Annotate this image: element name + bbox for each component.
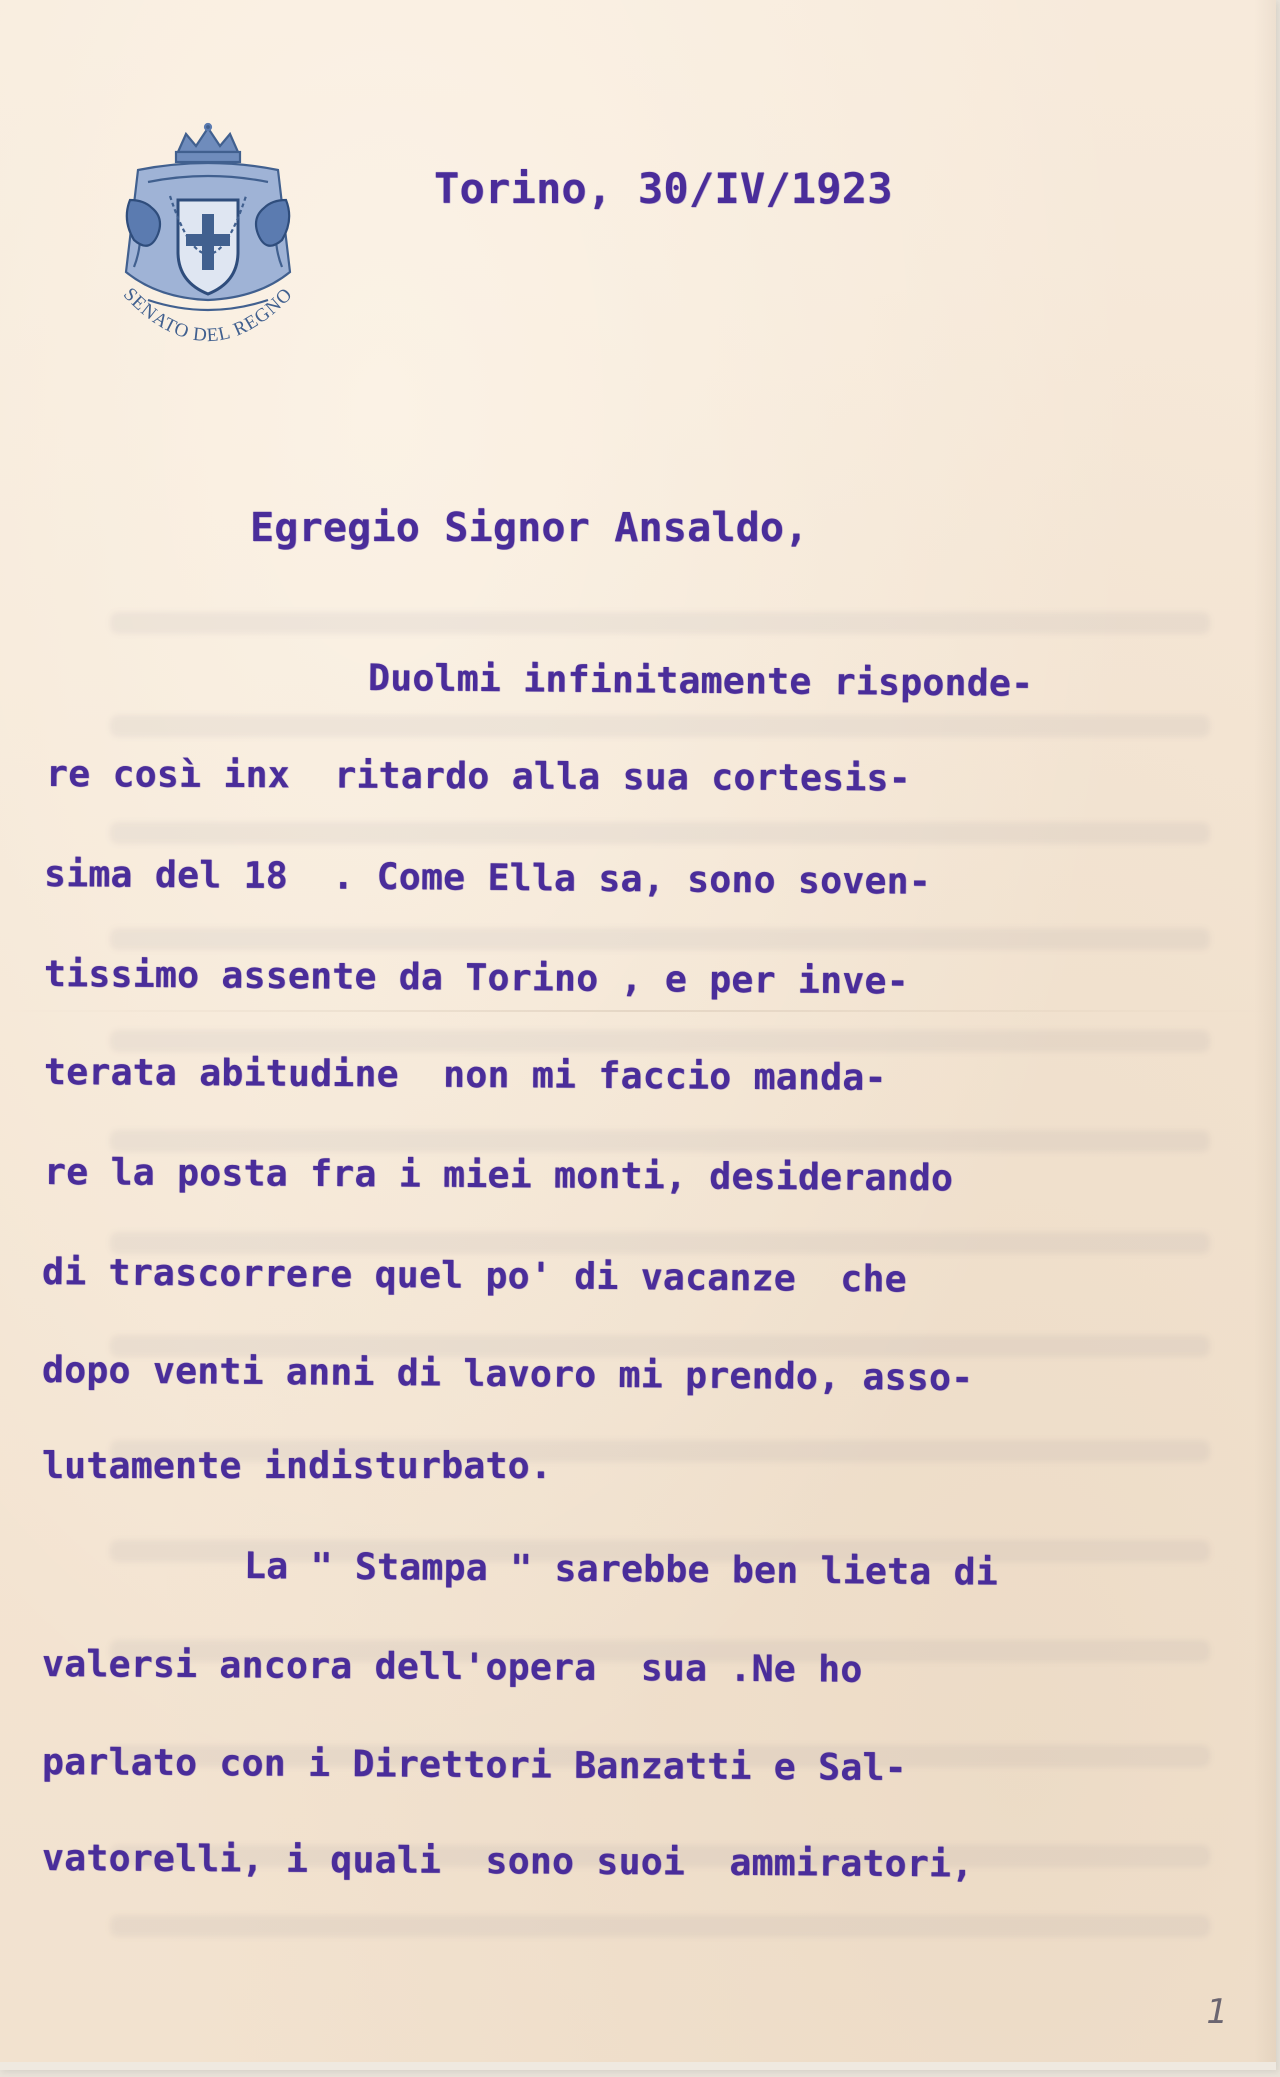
body-line: lutamente indisturbato. [42, 1444, 553, 1487]
body-line: valersi ancora dell'opera sua .Ne ho [41, 1642, 863, 1691]
body-line: tissimo assente da Torino , e per inve- [43, 952, 909, 1003]
body-line: di trascorrere quel po' di vacanze che [41, 1250, 907, 1301]
letter-date: Torino, 30/IV/1923 [434, 164, 893, 213]
body-line: sima del 18 . Come Ella sa, sono soven- [43, 852, 932, 903]
body-line: terata abitudine non mi faccio manda- [43, 1050, 887, 1099]
body-line: La " Stampa " sarebbe ben lieta di [243, 1544, 999, 1594]
body-line: re così inx ritardo alla sua cortesis- [45, 752, 911, 800]
body-line: re la posta fra i miei monti, desiderando [43, 1150, 954, 1200]
body-line: parlato con i Direttori Banzatti e Sal- [41, 1740, 907, 1790]
body-line: vatorelli, i quali sono suoi ammiratori, [41, 1836, 974, 1886]
body-line: dopo venti anni di lavoro mi prendo, asso- [41, 1348, 974, 1400]
letter-salutation: Egregio Signor Ansaldo, [250, 505, 809, 551]
page-number: 1 [1206, 1992, 1228, 2032]
body-line: Duolmi infinitamente risponde- [367, 656, 1034, 705]
seal-caption: SENATO DEL REGNO [119, 283, 297, 347]
